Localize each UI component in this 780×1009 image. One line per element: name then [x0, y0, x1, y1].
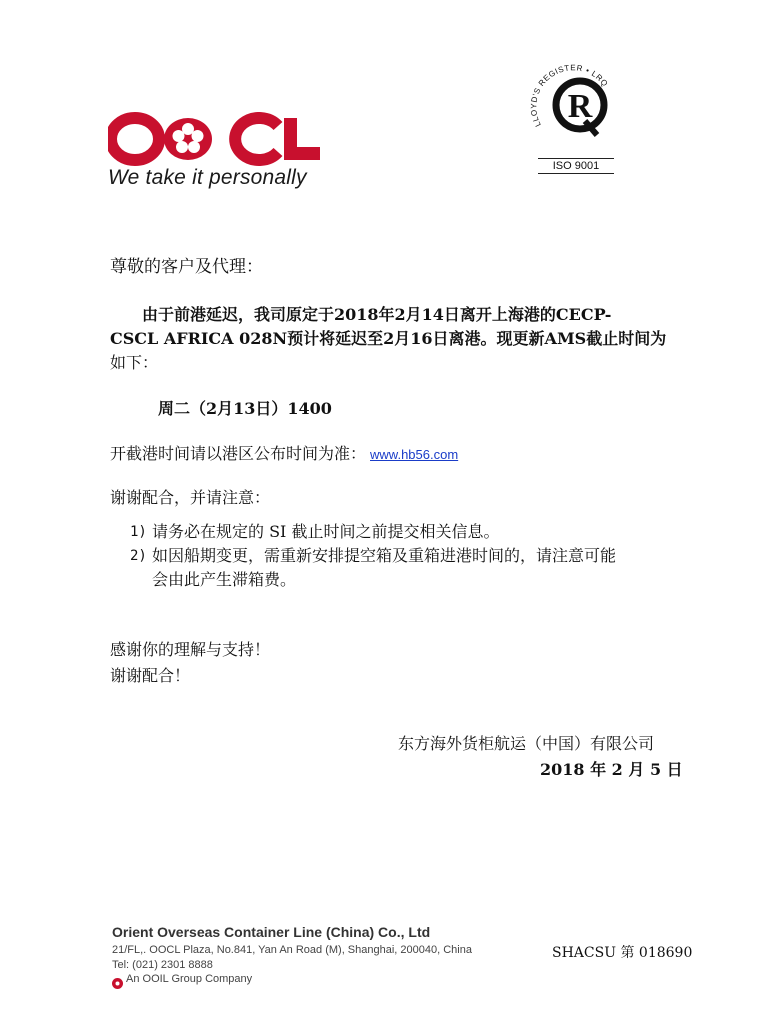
port-website-link[interactable]: www.hb56.com [370, 447, 459, 462]
list-item [130, 544, 710, 592]
thanks-cooperation: 谢谢配合！ [110, 666, 191, 685]
port-note [110, 442, 458, 467]
slogan: We take it personally [108, 166, 307, 189]
list-item [130, 520, 710, 544]
oocl-wordmark-icon [108, 112, 338, 168]
letter-date: 2018 年 2 月 5 日 [540, 760, 683, 779]
lrqa-certification-mark [523, 55, 623, 175]
thanks-notice: 谢谢配合，并请注意： [110, 488, 271, 507]
footer-company-name: Orient Overseas Container Line (China) Co., Ltd [112, 924, 431, 940]
list-number: 2) [130, 548, 147, 564]
ams-deadline: 周二（2月13日）1400 [158, 399, 332, 418]
list-item-text: 如因船期变更，需重新安排提空箱及重箱进港时间的，请注意可能 [152, 546, 617, 565]
thanks-support: 感谢你的理解与支持！ [110, 640, 271, 659]
signature-company: 东方海外货柜航运（中国）有限公司 [398, 734, 655, 753]
paragraph-line: 由于前港延迟，我司原定于2018年2月14日离开上海港的CECP- [110, 305, 612, 324]
paragraph-line: CSCL AFRICA 028N预计将延迟至2月16日离港。现更新AMS截止时间为 [110, 329, 667, 348]
lrqa-ring-text: LLOYD'S REGISTER • LRQ [529, 63, 610, 129]
iso-9001-label: ISO 9001 [538, 158, 614, 174]
greeting: 尊敬的客户及代理： [110, 257, 263, 277]
list-item-text: 请务必在规定的 SI 截止时间之前提交相关信息。 [152, 522, 500, 541]
footer-group-label: An OOIL Group Company [126, 973, 253, 985]
list-number: 1) [130, 524, 147, 540]
ooil-flower-icon [112, 974, 123, 985]
footer-telephone: Tel: (021) 2301 8888 [112, 959, 213, 971]
list-item-text: 会由此产生滞箱费。 [152, 570, 297, 589]
delay-notice-paragraph [110, 303, 690, 375]
port-note-text: 开截港时间请以港区公布时间为准： [110, 444, 367, 463]
svg-text:R: R [567, 88, 593, 125]
footer-address: 21/FL,. OOCL Plaza, No.841, Yan An Road (M), Shanghai, 200040, China [112, 944, 472, 956]
lloyds-register-icon [523, 55, 623, 155]
document-number: SHACSU 第 018690 [552, 945, 693, 961]
paragraph-line: 如下： [110, 353, 159, 372]
notice-list [130, 520, 710, 592]
